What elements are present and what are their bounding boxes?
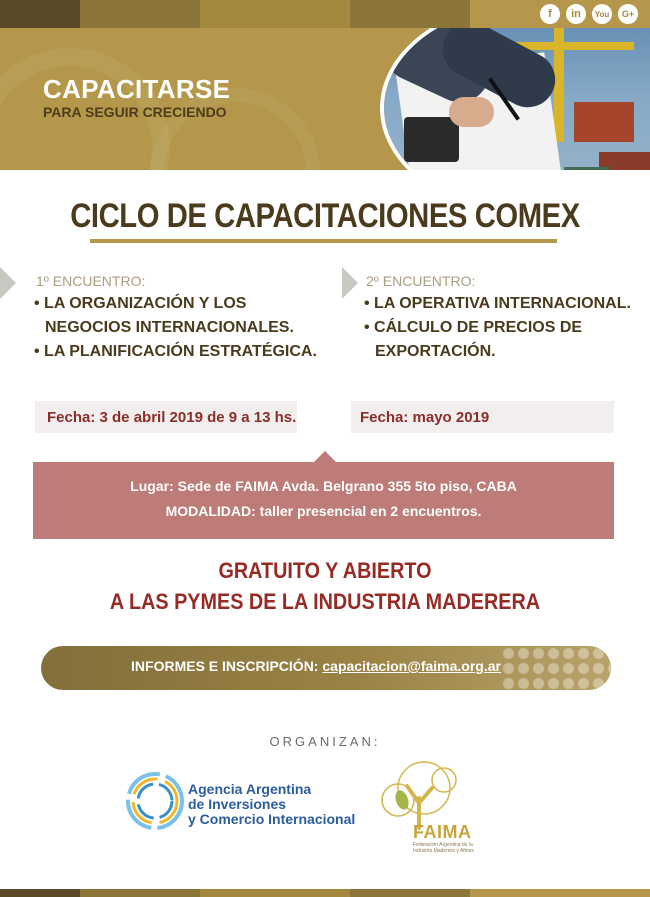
free-line-2: A LAS PYMES DE LA INDUSTRIA MADERERA	[109, 589, 541, 614]
organizers-label: ORGANIZAN:	[269, 734, 381, 749]
location-value: Sede de FAIMA Avda. Belgrano 355 5to piso, CABA	[177, 478, 517, 494]
encounter-2-label: 2º ENCUENTRO:	[366, 273, 476, 289]
location-label: Lugar:	[130, 478, 174, 494]
encounter-1-topics	[34, 292, 334, 364]
arrow-right-icon	[0, 267, 16, 299]
email-link[interactable]: capacitacion@faima.org.ar	[322, 658, 501, 674]
list-item: • LA OPERATIVA INTERNACIONAL.	[364, 292, 634, 316]
info-label: INFORMES E INSCRIPCIÓN:	[131, 658, 319, 674]
location-box	[33, 462, 614, 539]
social-links	[540, 4, 638, 24]
free-line-1: GRATUITO Y ABIERTO	[218, 558, 432, 583]
page-title: CICLO DE CAPACITACIONES COMEX	[70, 197, 580, 235]
bottom-stripe	[0, 889, 650, 897]
agency-line-1: Agencia Argentina	[188, 781, 312, 797]
facebook-icon[interactable]: f	[540, 4, 560, 24]
faima-name: FAIMA	[413, 822, 472, 842]
business-port-photo	[380, 28, 650, 170]
location-notch	[314, 451, 336, 462]
linkedin-icon[interactable]: in	[566, 4, 586, 24]
banner-subtitle: PARA SEGUIR CRECIENDO	[43, 104, 227, 120]
encounter-1-date: Fecha: 3 de abril 2019 de 9 a 13 hs.	[35, 401, 297, 433]
modality-label: MODALIDAD:	[165, 503, 256, 519]
faima-subtitle: Federación Argentina de la Industria Maderera y Afines	[413, 842, 474, 854]
banner-title: CAPACITARSE	[43, 74, 231, 104]
list-item: • CÁLCULO DE PRECIOS DE EXPORTACIÓN.	[364, 316, 634, 364]
encounter-1-label: 1º ENCUENTRO:	[36, 273, 146, 289]
modality-value: taller presencial en 2 encuentros.	[259, 503, 482, 519]
google-plus-icon[interactable]: G+	[618, 4, 638, 24]
youtube-icon[interactable]: You	[592, 4, 612, 24]
encounter-2-topics	[364, 292, 634, 364]
agency-line-3: y Comercio Internacional	[188, 811, 356, 827]
list-item: • LA ORGANIZACIÓN Y LOS NEGOCIOS INTERNACIONALES.	[34, 292, 334, 340]
arrow-right-icon	[342, 267, 358, 299]
list-item: • LA PLANIFICACIÓN ESTRATÉGICA.	[34, 340, 334, 364]
agency-logo-icon	[124, 770, 186, 832]
agency-line-2: de Inversiones	[188, 796, 287, 812]
agency-name	[188, 782, 355, 827]
info-banner	[41, 646, 611, 690]
header-banner	[0, 28, 650, 170]
title-underline	[90, 239, 557, 243]
encounter-2-date: Fecha: mayo 2019	[351, 401, 614, 433]
